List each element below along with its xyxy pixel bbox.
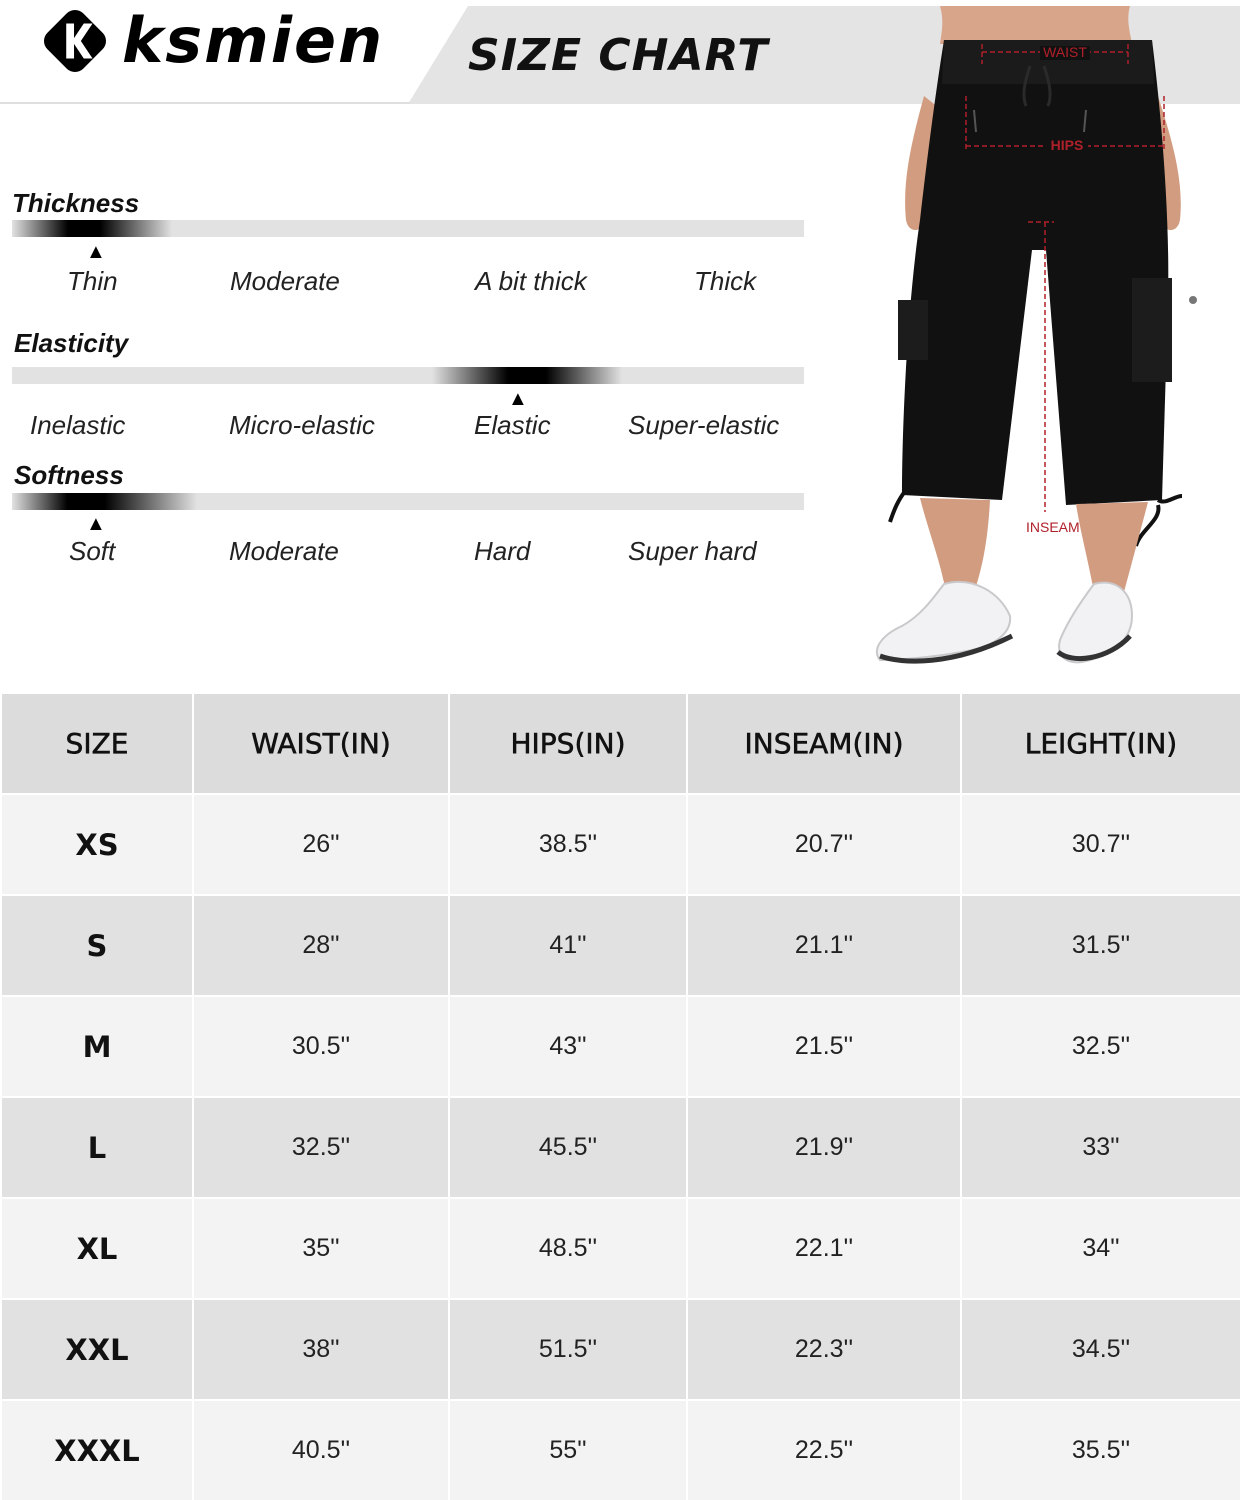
left-calf xyxy=(920,498,990,592)
hips-cell: 55'' xyxy=(449,1400,687,1500)
size-cell: XXXL xyxy=(1,1400,193,1500)
header-hips: HIPS(IN) xyxy=(449,693,687,794)
thickness-option-thin: Thin xyxy=(67,266,118,296)
thickness-option-thick: Thick xyxy=(694,266,757,296)
header-length: LEIGHT(IN) xyxy=(961,693,1240,794)
elasticity-track xyxy=(12,367,804,384)
softness-track xyxy=(12,493,804,510)
header-waist: WAIST(IN) xyxy=(193,693,449,794)
size-cell: XS xyxy=(1,794,193,895)
softness-indicator xyxy=(12,493,197,510)
hips-cell: 45.5'' xyxy=(449,1097,687,1198)
brand-logo xyxy=(36,0,384,82)
pants-illustration xyxy=(862,0,1240,690)
torso-skin xyxy=(940,6,1132,44)
hips-label: HIPS xyxy=(1050,137,1084,153)
size-cell: S xyxy=(1,895,193,996)
waist-cell: 28'' xyxy=(193,895,449,996)
waist-cell: 35'' xyxy=(193,1198,449,1299)
size-table xyxy=(0,692,1240,1500)
elasticity-option-super-elastic: Super-elastic xyxy=(628,410,780,440)
pants-body xyxy=(902,40,1168,505)
waist-cell: 26'' xyxy=(193,794,449,895)
inseam-cell: 22.3'' xyxy=(687,1299,961,1400)
softness-scale xyxy=(12,460,806,580)
size-cell: XXL xyxy=(1,1299,193,1400)
table-row xyxy=(1,1299,1240,1400)
inseam-cell: 22.5'' xyxy=(687,1400,961,1500)
length-cell: 31.5'' xyxy=(961,895,1240,996)
header-inseam: INSEAM(IN) xyxy=(687,693,961,794)
thickness-scale xyxy=(12,186,806,316)
length-cell: 30.7'' xyxy=(961,794,1240,895)
waist-cell: 32.5'' xyxy=(193,1097,449,1198)
right-calf xyxy=(1076,502,1148,592)
header-size: SIZE xyxy=(1,693,193,794)
brand-name: ksmien xyxy=(122,4,385,77)
elasticity-scale xyxy=(12,326,806,456)
waist-label: WAIST xyxy=(1043,44,1087,60)
size-cell: XL xyxy=(1,1198,193,1299)
table-row xyxy=(1,1097,1240,1198)
softness-option-super-hard: Super hard xyxy=(628,536,757,566)
left-cargo-pocket xyxy=(898,300,928,360)
thickness-label: Thickness xyxy=(12,188,140,218)
thickness-marker-icon: ▲ xyxy=(86,241,106,263)
elasticity-option-micro-elastic: Micro-elastic xyxy=(229,410,375,440)
length-cell: 33'' xyxy=(961,1097,1240,1198)
softness-option-hard: Hard xyxy=(474,536,531,566)
waist-cell: 38'' xyxy=(193,1299,449,1400)
softness-marker-icon: ▲ xyxy=(86,513,106,535)
elasticity-option-inelastic: Inelastic xyxy=(30,410,126,440)
hips-cell: 51.5'' xyxy=(449,1299,687,1400)
thickness-option-a-bit-thick: A bit thick xyxy=(475,266,587,296)
inseam-cell: 20.7'' xyxy=(687,794,961,895)
table-row xyxy=(1,1198,1240,1299)
softness-option-soft: Soft xyxy=(69,536,116,566)
table-row xyxy=(1,794,1240,895)
waist-cell: 30.5'' xyxy=(193,996,449,1097)
hips-cell: 38.5'' xyxy=(449,794,687,895)
table-row xyxy=(1,895,1240,996)
length-cell: 32.5'' xyxy=(961,996,1240,1097)
inseam-label: INSEAM xyxy=(1026,519,1080,535)
elasticity-marker-icon: ▲ xyxy=(508,388,528,410)
right-cargo-pocket xyxy=(1132,278,1172,382)
size-cell: L xyxy=(1,1097,193,1198)
right-shoe xyxy=(1059,582,1132,662)
thickness-indicator xyxy=(12,220,172,237)
waist-cell: 40.5'' xyxy=(193,1400,449,1500)
hips-cell: 41'' xyxy=(449,895,687,996)
elasticity-option-elastic: Elastic xyxy=(474,410,551,440)
left-hem-tie xyxy=(890,490,906,522)
table-row xyxy=(1,1400,1240,1500)
table-row xyxy=(1,996,1240,1097)
pocket-button xyxy=(1189,296,1197,304)
thickness-track xyxy=(12,220,804,237)
inseam-cell: 21.9'' xyxy=(687,1097,961,1198)
inseam-cell: 22.1'' xyxy=(687,1198,961,1299)
softness-option-moderate: Moderate xyxy=(229,536,339,566)
elasticity-label: Elasticity xyxy=(14,328,129,358)
elasticity-indicator xyxy=(432,367,622,384)
inseam-cell: 21.5'' xyxy=(687,996,961,1097)
length-cell: 35.5'' xyxy=(961,1400,1240,1500)
size-cell: M xyxy=(1,996,193,1097)
hips-cell: 48.5'' xyxy=(449,1198,687,1299)
page-title: SIZE CHART xyxy=(468,30,769,81)
softness-label: Softness xyxy=(14,460,124,490)
length-cell: 34.5'' xyxy=(961,1299,1240,1400)
inseam-cell: 21.1'' xyxy=(687,895,961,996)
hips-cell: 43'' xyxy=(449,996,687,1097)
thickness-option-moderate: Moderate xyxy=(230,266,340,296)
brand-mark-icon xyxy=(36,2,114,80)
length-cell: 34'' xyxy=(961,1198,1240,1299)
table-header-row xyxy=(1,693,1240,794)
